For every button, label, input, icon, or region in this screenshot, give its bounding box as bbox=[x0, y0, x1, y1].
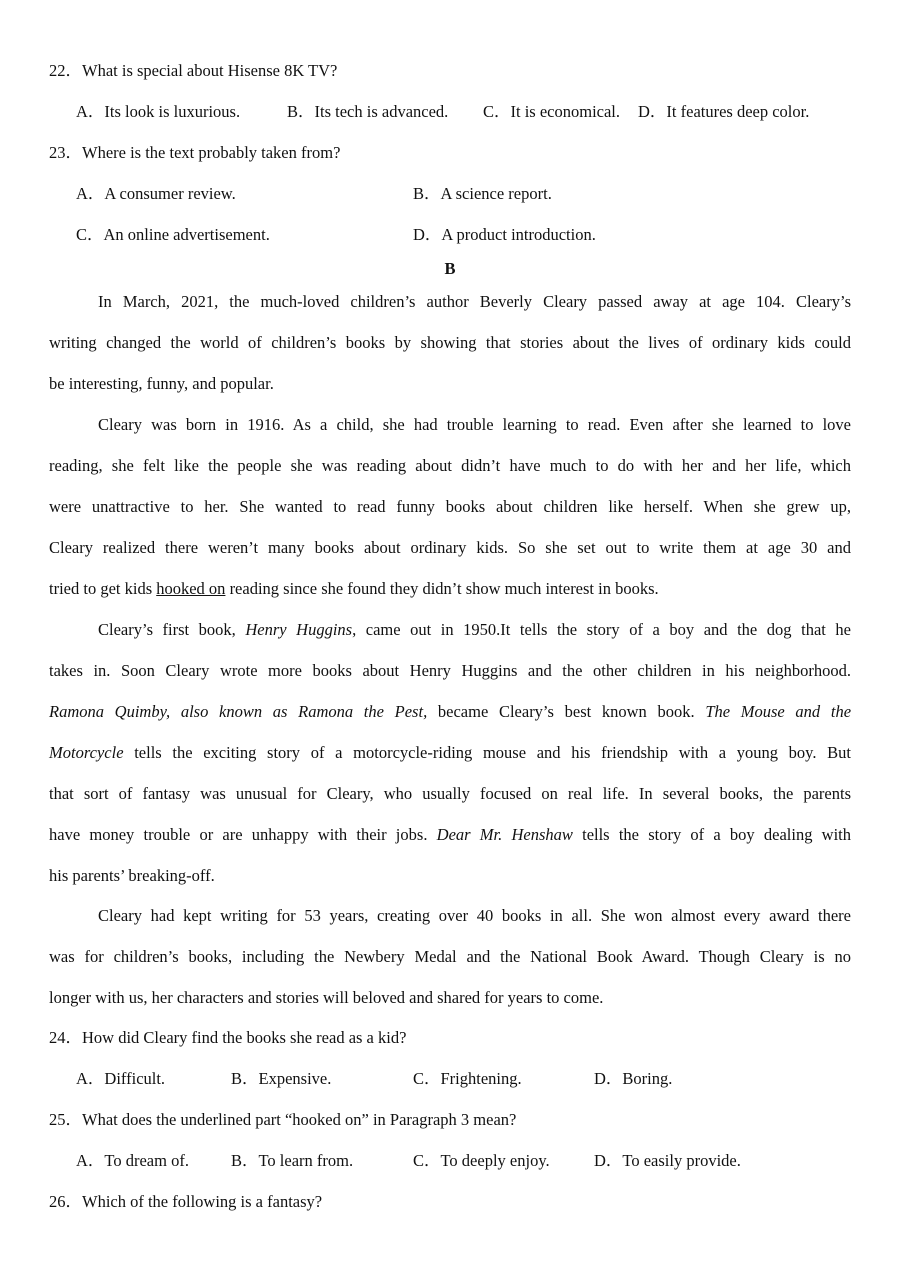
p1-line1: In March, 2021, the much-loved children’s author Beverly Cleary passed away at age 104. Cleary’s bbox=[98, 292, 851, 311]
book-title-mouse-part1: The Mouse and the bbox=[705, 702, 852, 721]
q23-stem: 23．Where is the text probably taken from? bbox=[49, 143, 341, 162]
q23-option-d: D．A product introduction. bbox=[413, 225, 596, 244]
p3-line1-b: , came out in 1950.It tells the story of a boy and the dog that he bbox=[352, 620, 851, 639]
p3-line3 bbox=[49, 702, 851, 722]
q25-stem: 25．What does the underlined part “hooked on” in Paragraph 3 mean? bbox=[49, 1110, 517, 1129]
q24-option-a: A．Difficult. bbox=[76, 1069, 166, 1088]
p3-line1-a: Cleary’s first book, bbox=[98, 620, 246, 639]
q23-option-b: B．A science report. bbox=[413, 184, 552, 203]
p2-line4: Cleary realized there weren’t many books about ordinary kids. So she set out to write them at age 30 and bbox=[49, 538, 851, 557]
q22-option-b: B．Its tech is advanced. bbox=[287, 102, 449, 121]
q22-stem: 22．What is special about Hisense 8K TV? bbox=[49, 61, 338, 80]
book-title-mouse-part2: Motorcycle bbox=[49, 743, 124, 762]
p3-line6 bbox=[49, 825, 851, 845]
p1-line3: be interesting, funny, and popular. bbox=[49, 374, 274, 393]
p3-line5: that sort of fantasy was unusual for Cleary, who usually focused on real life. In several books, the parents bbox=[49, 784, 851, 803]
q24-option-c: C．Frightening. bbox=[413, 1069, 522, 1088]
p3-line4 bbox=[49, 743, 851, 763]
p3-line6-a: have money trouble or are unhappy with their jobs. bbox=[49, 825, 437, 844]
p3-line2: takes in. Soon Cleary wrote more books about Henry Huggins and the other children in his neighborhood. bbox=[49, 661, 851, 680]
p1-line2: writing changed the world of children’s books by showing that stories about the lives of ordinary kids could bbox=[49, 333, 851, 352]
q25-option-a: A．To dream of. bbox=[76, 1151, 189, 1170]
p4-line3: longer with us, her characters and stories will beloved and shared for years to come. bbox=[49, 988, 604, 1007]
p3-line4-b: tells the exciting story of a motorcycle-riding mouse and his friendship with a young boy. But bbox=[123, 743, 851, 762]
q25-option-d: D．To easily provide. bbox=[594, 1151, 741, 1170]
q26-stem: 26．Which of the following is a fantasy? bbox=[49, 1192, 323, 1211]
q25-option-c: C．To deeply enjoy. bbox=[413, 1151, 550, 1170]
q25-option-b: B．To learn from. bbox=[231, 1151, 354, 1170]
p2-line5-pre: tried to get kids bbox=[49, 579, 157, 598]
p4-line1: Cleary had kept writing for 53 years, creating over 40 books in all. She won almost every award there bbox=[98, 906, 851, 925]
book-title-ramona: Ramona Quimby, also known as Ramona the Pest, bbox=[49, 702, 428, 721]
q24-option-d: D．Boring. bbox=[594, 1069, 673, 1088]
book-title-henry-huggins: Henry Huggins bbox=[245, 620, 353, 639]
p3-line6-b: tells the story of a boy dealing with bbox=[572, 825, 852, 844]
hooked-on-underlined: hooked on bbox=[156, 579, 226, 598]
q24-stem: 24．How did Cleary find the books she read as a kid? bbox=[49, 1028, 407, 1047]
section-label: B bbox=[444, 259, 456, 278]
q22-option-c: C．It is economical. bbox=[483, 102, 621, 121]
p3-line1 bbox=[98, 620, 851, 640]
p2-line5 bbox=[49, 579, 851, 599]
q23-option-c: C．An online advertisement. bbox=[76, 225, 270, 244]
book-title-henshaw: Dear Mr. Henshaw bbox=[436, 825, 573, 844]
q22-option-d: D．It features deep color. bbox=[638, 102, 810, 121]
p2-line2: reading, she felt like the people she was reading about didn’t have much to do with her and her life, which bbox=[49, 456, 851, 475]
p3-line3-b: became Cleary’s best known book. bbox=[427, 702, 706, 721]
p4-line2: was for children’s books, including the Newbery Medal and the National Book Award. Though Cleary is no bbox=[49, 947, 851, 966]
q23-option-a: A．A consumer review. bbox=[76, 184, 236, 203]
q24-option-b: B．Expensive. bbox=[231, 1069, 332, 1088]
p2-line5-post: reading since she found they didn’t show much interest in books. bbox=[225, 579, 659, 598]
p2-line1: Cleary was born in 1916. As a child, she had trouble learning to read. Even after she learned to love bbox=[98, 415, 851, 434]
p3-line7: his parents’ breaking-off. bbox=[49, 866, 215, 885]
p2-line3: were unattractive to her. She wanted to read funny books about children like herself. When she grew up, bbox=[49, 497, 851, 516]
q22-option-a: A．Its look is luxurious. bbox=[76, 102, 241, 121]
